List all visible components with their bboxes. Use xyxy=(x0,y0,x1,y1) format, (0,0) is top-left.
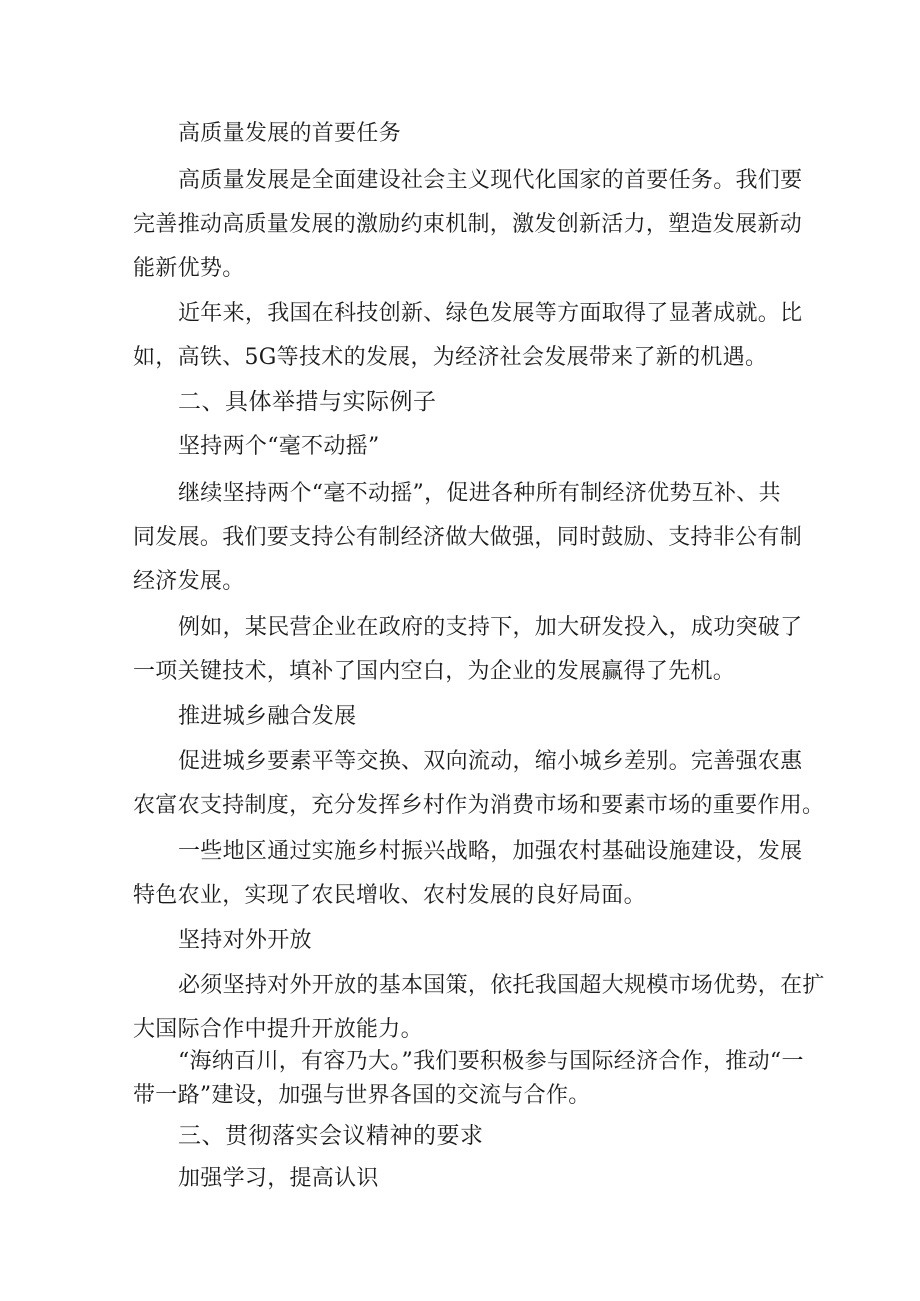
paragraph-line: “海纳百川，有容乃大。”我们要积极参与国际经济合作，推动“一 xyxy=(178,1049,804,1074)
paragraph-line: 完善推动高质量发展的激励约束机制，激发创新活力，塑造发展新动 xyxy=(133,212,803,237)
subheading-opening-up: 坚持对外开放 xyxy=(178,928,312,953)
paragraph-line: 例如，某民营企业在政府的支持下，加大研发投入，成功突破了 xyxy=(178,615,803,640)
paragraph-line: 必须坚持对外开放的基本国策，依托我国超大规模市场优势，在扩 xyxy=(178,973,825,998)
subheading-two-unwavering: 坚持两个“毫不动摇” xyxy=(178,434,380,459)
paragraph-line: 一项关键技术，填补了国内空白，为企业的发展赢得了先机。 xyxy=(133,659,736,684)
paragraph-line: 如，高铁、5G等技术的发展，为经济社会发展带来了新的机遇。 xyxy=(133,345,768,370)
subheading-study: 加强学习，提高认识 xyxy=(178,1166,379,1191)
paragraph-line: 近年来，我国在科技创新、绿色发展等方面取得了显著成就。比 xyxy=(178,301,803,326)
paragraph-line: 农富农支持制度，充分发挥乡村作为消费市场和要素市场的重要作用。 xyxy=(133,793,825,818)
paragraph-line: 特色农业，实现了农民增收、农村发展的良好局面。 xyxy=(133,883,646,908)
subheading-high-quality-task: 高质量发展的首要任务 xyxy=(178,121,402,146)
subheading-urban-rural: 推进城乡融合发展 xyxy=(178,704,357,729)
paragraph-line: 一些地区通过实施乡村振兴战略，加强农村基础设施建设，发展 xyxy=(178,839,803,864)
paragraph-line: 继续坚持两个“毫不动摇”，促进各种所有制经济优势互补、共 xyxy=(178,481,781,506)
paragraph-line: 大国际合作中提升开放能力。 xyxy=(133,1017,423,1042)
paragraph-line: 带一路”建设，加强与世界各国的交流与合作。 xyxy=(133,1083,591,1108)
paragraph-line: 同发展。我们要支持公有制经济做大做强，同时鼓励、支持非公有制 xyxy=(133,525,803,550)
section-heading-three: 三、贯彻落实会议精神的要求 xyxy=(178,1123,484,1149)
paragraph-line: 高质量发展是全面建设社会主义现代化国家的首要任务。我们要 xyxy=(178,168,803,193)
paragraph-line: 促进城乡要素平等交换、双向流动，缩小城乡差别。完善强农惠 xyxy=(178,749,803,774)
paragraph-line: 经济发展。 xyxy=(133,569,245,594)
section-heading-two: 二、具体举措与实际例子 xyxy=(178,389,437,415)
paragraph-line: 能新优势。 xyxy=(133,256,245,281)
